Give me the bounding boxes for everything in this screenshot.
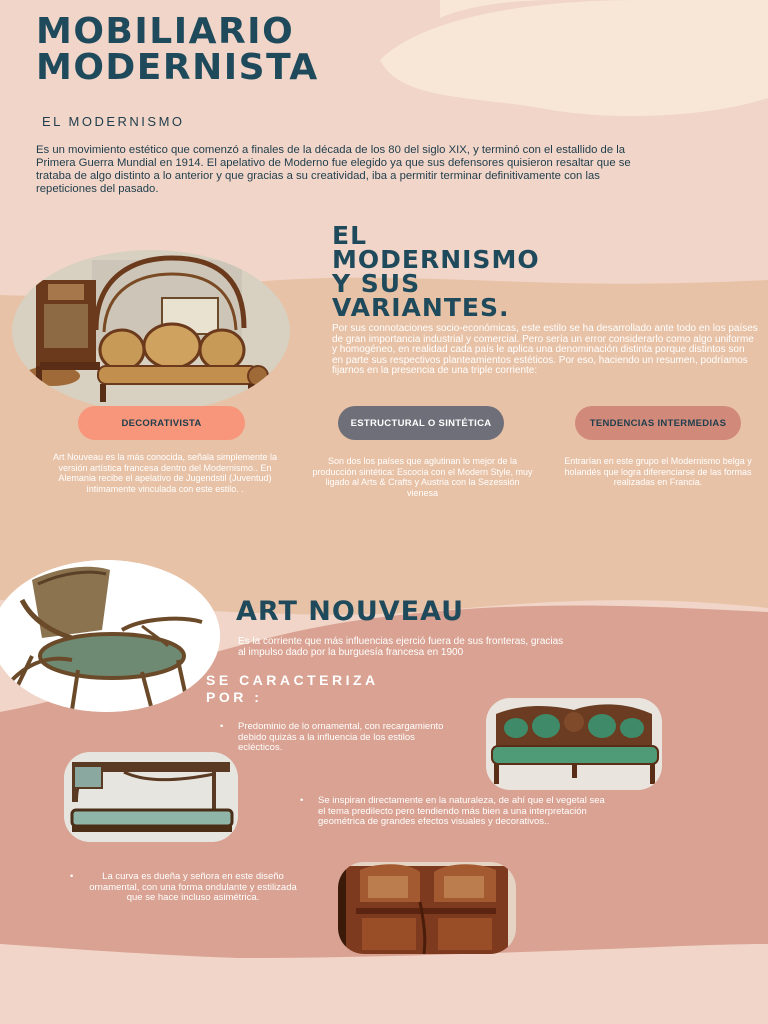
bullet-curva — [70, 871, 298, 904]
desc-decorativista: Art Nouveau es la más conocida, señala simplemente la versión artística francesa dentro del Modernismo.. En Alemania recibe el apelativo de Jugendstil (Juventud) íntimamente vinculada con este estilo. . — [52, 452, 278, 494]
variants-heading — [332, 221, 540, 322]
desc-estructural: Son dos los países que aglutinan lo mejor de la producción sintética: Escocia con el Modern Style, muy ligado al Arts & Crafts y Austria con la Sezessión vienesa — [312, 456, 533, 498]
variants-heading-line-3: Y SUS — [332, 269, 421, 298]
photo-sofa-cabinet — [12, 250, 290, 412]
characteristics-heading-line-1: SE CARACTERIZA — [206, 672, 379, 688]
section-kicker: EL MODERNISMO — [42, 114, 185, 129]
photo-chair — [0, 560, 220, 712]
pill-tendencias: TENDENCIAS INTERMEDIAS — [575, 406, 741, 440]
characteristics-heading — [206, 672, 379, 706]
variants-heading-line-2: MODERNISMO — [332, 245, 540, 274]
pill-decorativista: DECORATIVISTA — [78, 406, 245, 440]
variants-heading-line-1: EL — [332, 221, 368, 250]
variants-paragraph: Por sus connotaciones socio-económicas, este estilo se ha desarrollado ante todo en los países de gran importancia industrial y comercial. Pero sería un error considerarlo como algo uniforme y homogéneo, en realidad cada país le aplica una denominación distinta porque distintos son en parte sus respectivos planteamientos estéticos. Por eso, haciendo un resumen, podríamos fijarnos en la presencia de una triple corriente: — [332, 323, 758, 377]
title-line-2: MODERNISTA — [36, 47, 319, 88]
variants-heading-line-4: VARIANTES. — [332, 293, 510, 322]
pill-estructural: ESTRUCTURAL O SINTÉTICA — [338, 406, 504, 440]
bullet-dot: • — [70, 871, 74, 882]
page-title — [36, 11, 319, 88]
characteristics-heading-line-2: POR : — [206, 689, 263, 705]
bullet-text-ornamental: Predominio de lo ornamental, con recargamiento debido quizás a la influencia de los estilos eclécticos. — [238, 721, 444, 753]
bullet-text-naturaleza: Se inspiran directamente en la naturaleza, de ahí que el vegetal sea el tema predilecto pero tendiendo más bien a una interpretación geométrica de grandes efectos visuales y decorativos.. — [318, 795, 605, 827]
bullet-text-curva: La curva es dueña y señora en este diseño ornamental, con una forma ondulante y estilizada que se hace incluso asimétrica. — [89, 871, 297, 903]
photo-cabinet — [338, 862, 516, 954]
bullet-dot: • — [220, 721, 224, 732]
bullet-dot: • — [300, 795, 304, 806]
intro-paragraph: Es un movimiento estético que comenzó a finales de la década de los 80 del siglo XIX, y terminó con el estallido de la Primera Guerra Mundial en 1914. El apelativo de Moderno fue elegido ya que sus defensores quisieron resaltar que se trataba de algo distinto a lo anterior y que gracias a su creatividad, iba a permitir terminar definitivamente con las repeticiones del pasado. — [36, 144, 631, 195]
art-nouveau-paragraph: Es la corriente que más influencias ejerció fuera de sus fronteras, gracias al impulso dado por la burguesía francesa en 1900 — [238, 636, 564, 658]
art-nouveau-heading: ART NOUVEAU — [236, 596, 465, 627]
photo-green-settee — [486, 698, 662, 790]
photo-bench — [64, 752, 238, 842]
bullet-naturaleza — [300, 795, 608, 828]
desc-tendencias: Entrarían en este grupo el Modernismo belga y holandés que logra diferenciarse de las formas realizadas en Francia. — [564, 456, 752, 487]
bullet-ornamental — [220, 721, 453, 754]
title-line-1: MOBILIARIO — [36, 11, 295, 52]
